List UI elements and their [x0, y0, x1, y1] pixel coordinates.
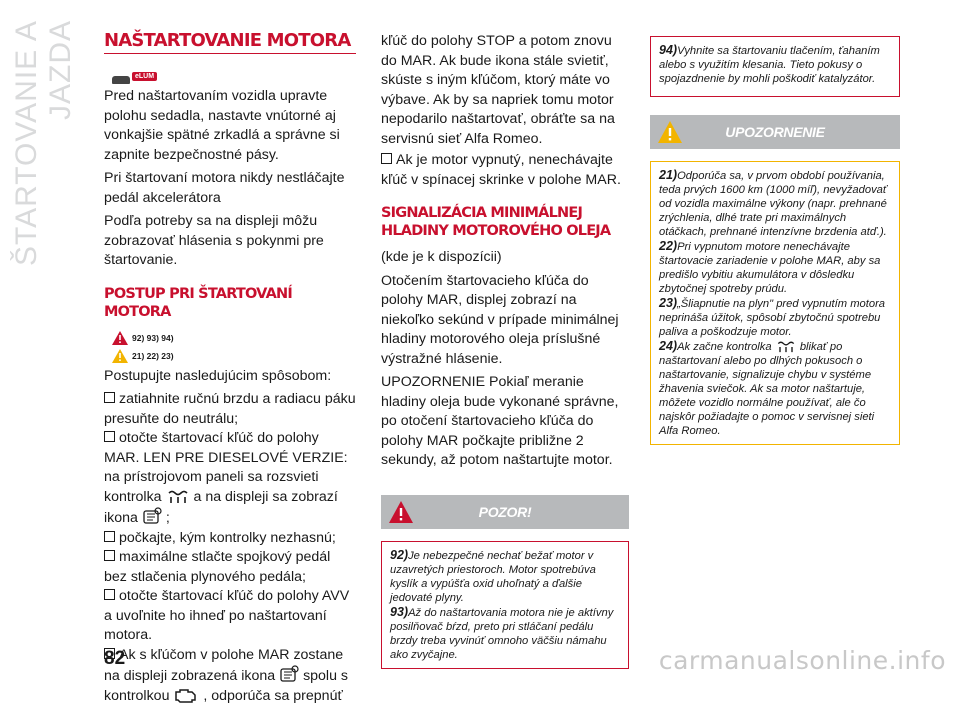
list-item — [104, 429, 356, 529]
warning-banner — [381, 495, 629, 529]
note-item — [659, 296, 893, 339]
immobilizer-car-icon — [142, 507, 162, 525]
warning-banner-title: POZOR! — [479, 504, 532, 520]
list-item — [381, 151, 629, 190]
section-title: SIGNALIZÁCIA MINIMÁLNEJ HLADINY MOTOROVÉHO OLEJA — [381, 204, 629, 240]
note-number: 21) — [659, 168, 677, 182]
paragraph: kľúč do polohy STOP a potom znovu do MAR. Ak bude ikona stále svietiť, skúste s iným kľúčom, ktorý máte vo výbave. Ak by sa napriek tomu motor nepodarilo naštartovať, obráťte sa na servisnú sieť Alfa Romeo. — [381, 32, 629, 149]
note-text: Pri vypnutom motore nenechávajte štartovacie zariadenie v polohe MAR, aby sa predišlo vybitiu akumulátora v dôsledku zbytočnej spotreby prúdu. — [659, 241, 880, 295]
paragraph: Postupujte nasledujúcim spôsobom: — [104, 367, 356, 387]
list-item-text: maximálne stlačte spojkový pedál bez stlačenia plynového pedála; — [104, 549, 330, 585]
list-item — [104, 390, 356, 429]
warning-notes-box-continued — [650, 36, 900, 97]
list-item-text: a na displeji sa zobrazí ikona — [104, 489, 338, 527]
column-left — [104, 32, 356, 706]
warning-refs-text: 92) 93) 94) — [132, 333, 174, 343]
section-title: POSTUP PRI ŠTARTOVANÍ MOTORA — [104, 285, 356, 321]
note-item — [659, 339, 893, 438]
note-text: blikať po naštartovaní alebo po dlhých pokusoch o naštartovanie, signalizuje chybu v systéme žhavenia sviečok. Ak sa motor naštartuje, môžete vozidlo normálne používať, ale čo najskôr požiadajte o pomoc v servisnej sieti Alfa Romeo. — [659, 341, 874, 437]
paragraph: Pred naštartovaním vozidla upravte polohu sedadla, nastavte vnútorné aj vonkajšie spätné zrkadlá a správne si zapnite bezpečnostné pásy. — [104, 87, 356, 165]
caution-banner — [650, 115, 900, 149]
caution-banner-title: UPOZORNENIE — [725, 124, 824, 140]
warning-refs — [112, 331, 356, 345]
list-item-text: , odporúča sa prepnúť — [203, 688, 342, 704]
note-number: 22) — [659, 239, 677, 253]
list-item — [104, 548, 356, 587]
glow-plug-icon — [775, 341, 797, 353]
watermark: carmanualsonline.info — [659, 646, 946, 675]
paragraph: UPOZORNENIE Pokiaľ meranie hladiny oleja bude vykonané správne, po otočení štartovacieho kľúča do polohy MAR počkajte približne 2 sekundy, až potom naštartujte motor. — [381, 373, 629, 471]
checkbox-bullet-icon — [104, 531, 115, 542]
column-middle — [381, 32, 629, 669]
elum-badge: eLUM — [132, 72, 157, 81]
checkbox-bullet-icon — [104, 550, 115, 561]
checkbox-bullet-icon — [104, 431, 115, 442]
side-chapter-title: ŠTARTOVANIE A JAZDA — [10, 20, 80, 270]
page-title: NAŠTARTOVANIE MOTORA — [104, 32, 356, 54]
glow-plug-icon — [166, 490, 190, 504]
note-number: 94) — [659, 43, 677, 57]
list-item — [104, 587, 356, 646]
list-item-text: otočte štartovací kľúč do polohy MAR. LEN PRE DIESELOVÉ VERZIE: na prístrojovom paneli sa rozsvieti kontrolka — [104, 430, 348, 505]
list-item-text: počkajte, kým kontrolky nezhasnú; — [119, 530, 336, 546]
note-number: 92) — [390, 548, 408, 562]
note-text: Je nebezpečné nechať bežať motor v uzavretých priestoroch. Motor spotrebúva kyslík a vypúšťa oxid uhoľnatý a ďalšie jedovaté plyny. — [390, 550, 596, 604]
warning-notes-box — [381, 541, 629, 669]
page-number: 82 — [104, 648, 125, 670]
checkbox-bullet-icon — [104, 589, 115, 600]
caution-triangle-icon — [112, 349, 128, 363]
caution-refs-text: 21) 22) 23) — [132, 351, 174, 361]
note-item — [659, 43, 893, 86]
list-item — [104, 529, 356, 549]
note-text: Odporúča sa, v prvom období používania, teda prvých 1600 km (1000 míľ), nevyžadovať od vozidla maximálne výkony (napr. prehnané zrýchlenia, dlhé trate pri maximálnych otáčkach, prehnané intenzívne brzdenia atď.). — [659, 170, 887, 238]
paragraph: Otočením štartovacieho kľúča do polohy MAR, displej zobrazí na niekoľko sekúnd v prípade minimálnej hladiny motorového oleja príslušné výstražné hlásenie. — [381, 272, 629, 370]
note-text: Až do naštartovania motora nie je aktívny posilňovač bŕzd, preto pri stláčaní pedálu brzdy treba vyvinúť omnoho väčšiu námahu ako zvyčajne. — [390, 607, 613, 661]
list-item-text: spolu s kontrolkou — [104, 668, 348, 704]
caution-refs — [112, 349, 356, 363]
list-item-text: Ak je motor vypnutý, nenechávajte kľúč v spínacej skrinke v polohe MAR. — [381, 152, 621, 188]
note-number: 23) — [659, 296, 677, 310]
note-item — [659, 239, 893, 296]
note-number: 93) — [390, 605, 408, 619]
engine-check-icon — [173, 687, 199, 703]
note-text: Ak začne kontrolka — [677, 341, 772, 353]
note-number: 24) — [659, 339, 677, 353]
list-item-text: zatiahnite ručnú brzdu a radiacu páku presuňte do neutrálu; — [104, 391, 356, 427]
column-right — [650, 32, 900, 445]
warning-triangle-icon — [389, 501, 413, 523]
caution-notes-box — [650, 161, 900, 445]
note-item — [390, 548, 622, 605]
list-item-text: otočte štartovací kľúč do polohy AVV a uvoľnite ho ihneď po naštartovaní motora. — [104, 588, 349, 643]
list-item-text: ; — [166, 510, 170, 526]
checkbox-bullet-icon — [104, 392, 115, 403]
checkbox-bullet-icon — [381, 153, 392, 164]
note-item — [390, 605, 622, 662]
list-item — [104, 646, 356, 706]
warning-triangle-icon — [112, 331, 128, 345]
note-text: Vyhnite sa štartovaniu tlačením, ťahaním alebo s využitím klesania. Tieto pokusy o spojazdnenie by mohli poškodiť katalyzátor. — [659, 45, 880, 85]
paragraph: Podľa potreby sa na displeji môžu zobrazovať hlásenia s pokynmi pre štartovanie. — [104, 212, 356, 271]
list-item-text: Ak s kľúčom v polohe MAR zostane na displeji zobrazená ikona — [104, 647, 343, 685]
note-item — [659, 168, 893, 239]
paragraph: (kde je k dispozícii) — [381, 248, 629, 268]
caution-triangle-icon — [658, 121, 682, 143]
immobilizer-car-icon — [279, 665, 299, 683]
paragraph: Pri štartovaní motora nikdy nestláčajte pedál akcelerátora — [104, 169, 356, 208]
note-text: „Šliapnutie na plyn" pred vypnutím motora neprináša úžitok, spôsobí zbytočnú spotrebu paliva a poškodzuje motor. — [659, 298, 885, 338]
